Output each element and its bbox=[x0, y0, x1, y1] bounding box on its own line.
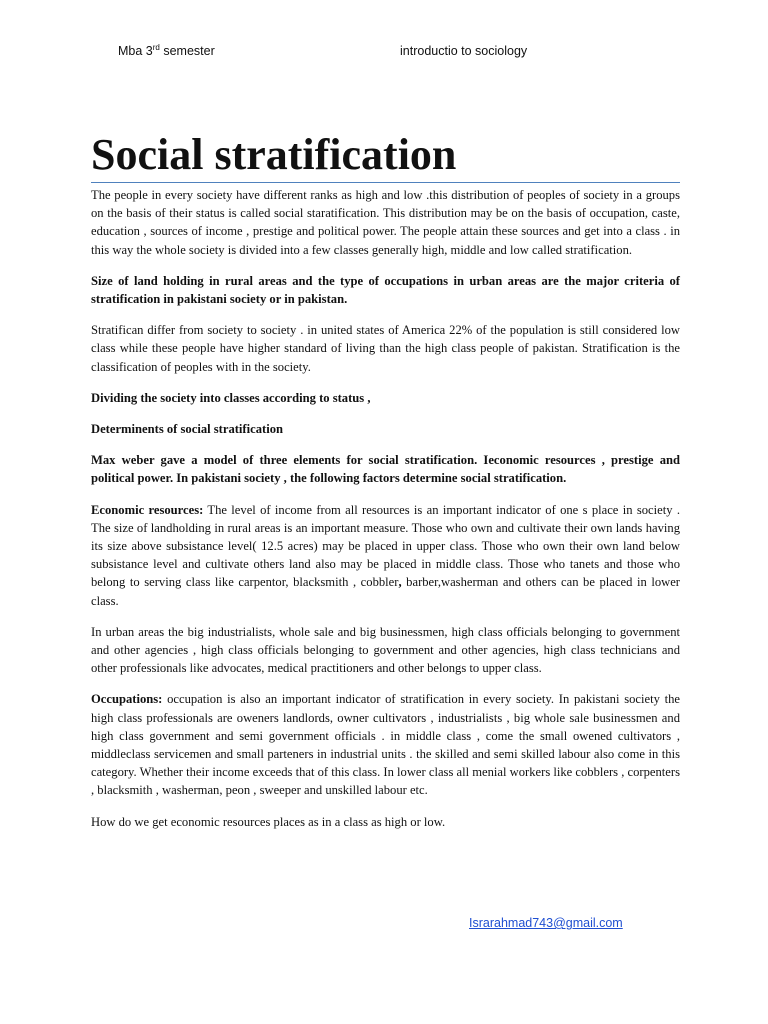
economic-resources-text: The level of income from all resources is an important indicator of one s place in society . The size of landholding in rural areas is an important measure. Those who own and cultivate their own lands having its size above subsistance level( 12.5 acres) may be placed in upper class. Those who own their own land below subsistance level and cultivate others land also may be placed in middle class. Those who tanets and those who belong to serving class like carpentor, blacksmith , cobbler bbox=[91, 502, 681, 590]
occupations-text: occupation is also an important indicator of stratification in every society. In pakistani society the high class professionals are oweners landlords, owner cultivators , industrialists , big whole sale businessmen and high class government and semi government officials . in middle class , come the small owened cultivators , middleclass servicemen and small parteners in industrial units . the skilled and semi skilled labour also come in this category. Whether their income exceeds that of this class. In lower class all menial workers like cobblers , corpenters , blacksmith , washerman, peon , sweeper and unskilled labour etc. bbox=[91, 692, 680, 798]
header-course-suffix: semester bbox=[159, 44, 215, 58]
occupations-label: Occupations: bbox=[91, 692, 163, 707]
paragraph-urban-areas: In urban areas the big industrialists, whole sale and big businessmen, high class officials belonging to government and other agencies , high class officials belonging to government and other agencies, high class technicians and other professionals like advocates, medical practitioners and other belongs to upper class. bbox=[91, 624, 680, 676]
document-body bbox=[91, 186, 680, 844]
author-email-link[interactable]: Israrahmad743@gmail.com bbox=[469, 916, 623, 930]
paragraph-max-weber: Max weber gave a model of three elements for social stratification. Ieconomic resources , prestige and political power. In pakistani society , the following factors determine social stratification. bbox=[91, 453, 680, 486]
title-underline-rule bbox=[91, 182, 680, 183]
paragraph-differences: Stratifican differ from society to society . in united states of America 22% of the population is still considered low class while these people have higher standard of living than the high class people of pakistan. Stratification is the classification of peoples with in the society. bbox=[91, 323, 680, 374]
paragraph-question: How do we get economic resources places as in a class as high or low. bbox=[91, 814, 446, 829]
paragraph-land-criteria: Size of land holding in rural areas and the type of occupations in urban areas are the major criteria of stratification in pakistani society or in pakistan. bbox=[91, 273, 680, 307]
paragraph-economic-resources bbox=[91, 501, 680, 610]
document-title: Social stratification bbox=[91, 130, 457, 179]
economic-resources-text-end: barber,washerman and others can be placed in lower class. bbox=[91, 575, 680, 608]
paragraph-occupations bbox=[91, 690, 680, 799]
paragraph-intro: The people in every society have different ranks as high and low .this distribution of peoples of society in a groups on the basis of their status is called social staratification. This distribution may be on the basis of occupation, caste, education , sources of income , prestige and political power. The people attain these sources and get into a class . in this way the whole society is divided into a few classes generally high, middle and low called stratification. bbox=[91, 188, 680, 257]
header-course bbox=[118, 44, 215, 58]
header-subject: introductio to sociology bbox=[400, 44, 528, 58]
header-course-prefix: Mba 3 bbox=[118, 44, 153, 58]
economic-resources-comma: , bbox=[398, 575, 402, 590]
header-course-superscript: rd bbox=[152, 42, 160, 52]
paragraph-dividing-society: Dividing the society into classes according to status , bbox=[91, 390, 371, 405]
economic-resources-label: Economic resources: bbox=[91, 502, 204, 517]
paragraph-determinents-heading: Determinents of social stratification bbox=[91, 422, 284, 437]
page-header bbox=[0, 44, 768, 64]
